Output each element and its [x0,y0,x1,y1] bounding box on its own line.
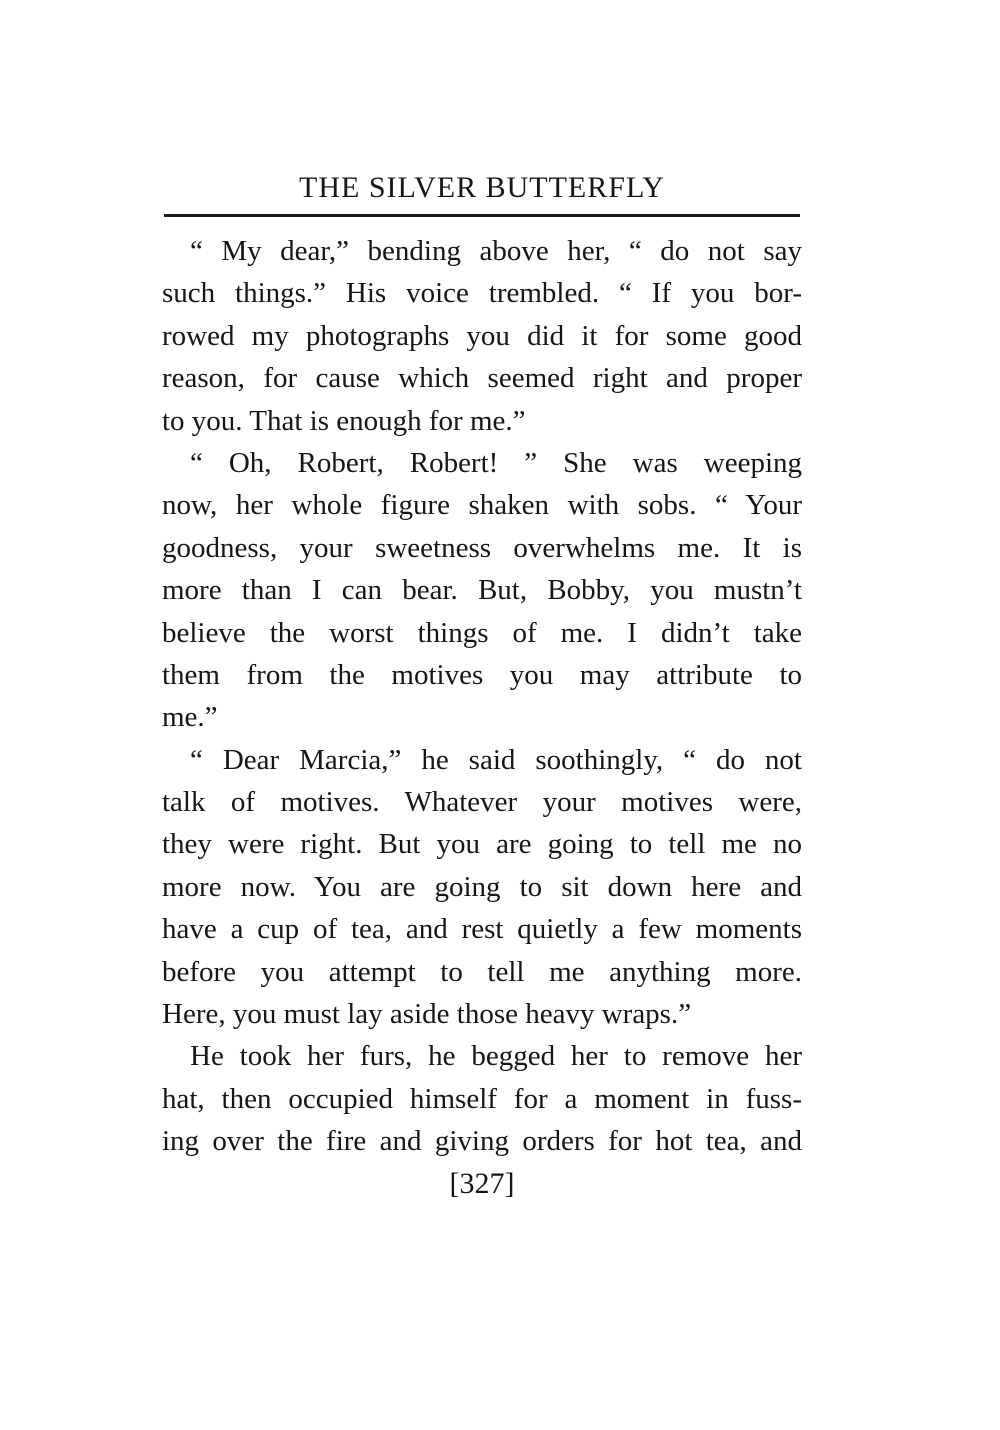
text-line: more now. You are going to sit down here and [162,870,802,903]
text-line: have a cup of tea, and rest quietly a few moments [162,913,802,946]
text-line: them from the motives you may attribute to [162,658,802,691]
text-line: me.” [162,701,218,734]
paragraph [162,1035,802,1162]
text-line: before you attempt to tell me anything more. [162,955,802,988]
text-line: reason, for cause which seemed right and proper [162,362,802,395]
text-line: believe the worst things of me. I didn’t take [162,616,802,649]
text-line: to you. That is enough for me.” [162,404,526,437]
text-line: ing over the fire and giving orders for hot tea, and [162,1125,802,1158]
text-line: “ Oh, Robert, Robert! ” She was weeping [190,446,802,479]
page-number: [327] [449,1167,515,1200]
text-line: now, her whole figure shaken with sobs. “ Your [162,489,802,522]
paragraph [162,442,802,739]
text-line: “ My dear,” bending above her, “ do not say [190,235,802,267]
text-line: goodness, your sweetness overwhelms me. It is [162,531,802,564]
text-line: they were right. But you are going to tell me no [162,828,802,861]
text-line: hat, then occupied himself for a moment in fuss- [162,1082,802,1115]
body-text [162,230,802,1163]
text-line: such things.” His voice trembled. “ If you bor- [162,277,802,310]
text-line: rowed my photographs you did it for some good [162,319,802,352]
paragraph [162,230,802,442]
text-line: more than I can bear. But, Bobby, you mustn’t [162,574,802,607]
text-line: Here, you must lay aside those heavy wraps.” [162,998,692,1031]
text-line: He took her furs, he begged her to remove her [190,1040,802,1073]
running-head: THE SILVER BUTTERFLY [299,171,665,204]
text-line: talk of motives. Whatever your motives were, [162,786,802,819]
header-rule [164,214,800,217]
text-line: “ Dear Marcia,” he said soothingly, “ do not [190,743,802,776]
paragraph [162,739,802,1036]
